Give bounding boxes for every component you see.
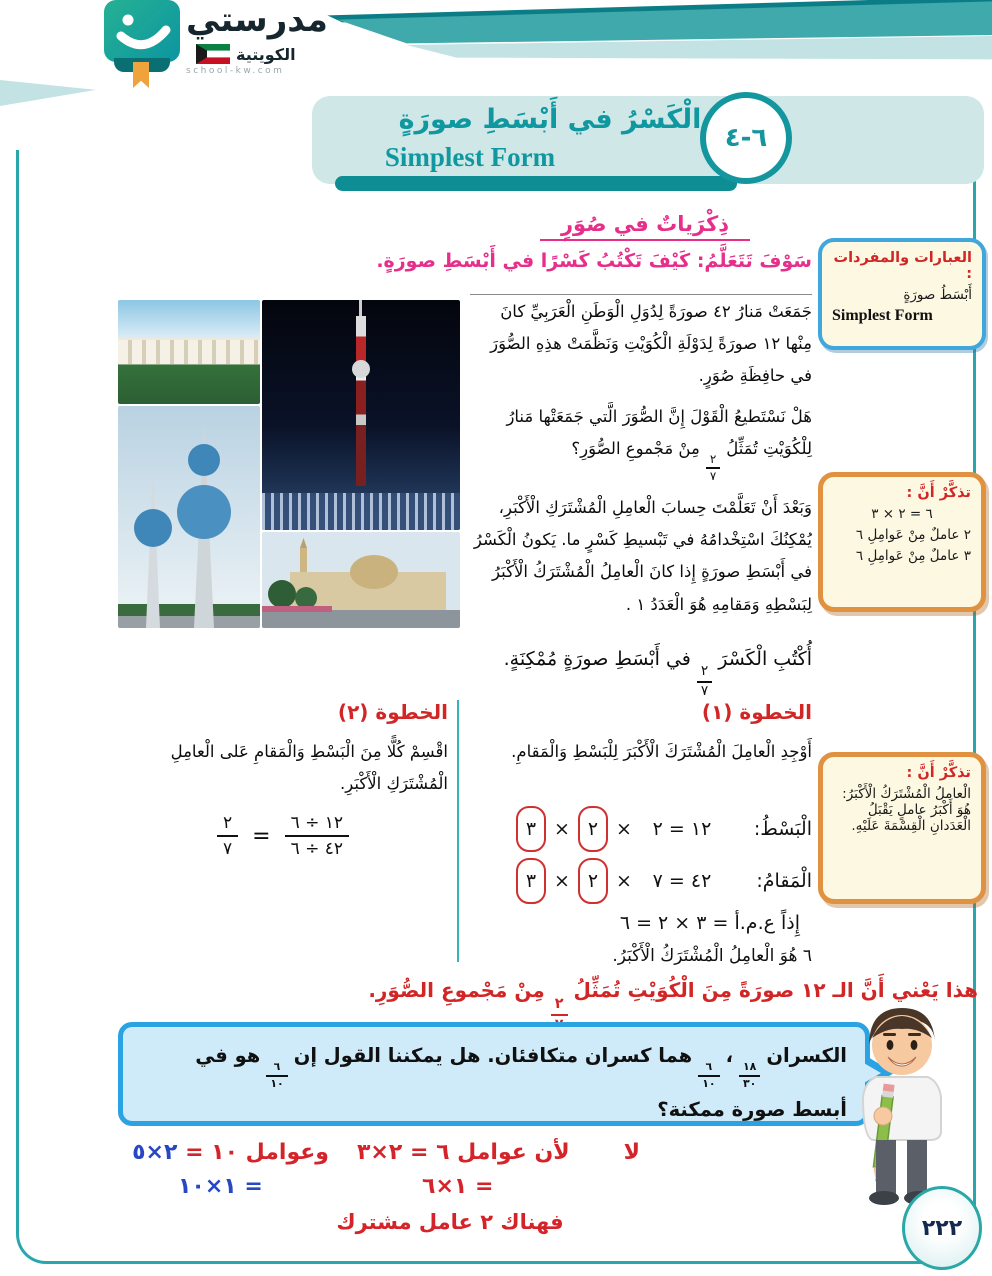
kuwait-photo-collage [116,298,462,632]
story-paragraph-1: جَمَعَتْ مَنارُ ٤٢ صورَةً لِدُوَلِ الْوَطَنِ الْعَرَبِيِّ كانَ مِنْها ١٢ صورَةً لِدَوْلَةِ الْكُوَيْتِ وَنَظَّمَتْ هذِهِ الصُّوَرَ في حافِظَةِ صُوَرٍ. [490,302,812,386]
kuwait-towers-graphic [118,406,260,628]
steps-divider-line [457,700,459,962]
numerator-factorization-row [470,806,812,852]
result-denominator: ٧ [217,835,238,860]
remember-box-factors [818,472,986,612]
story-paragraph-2-end: مِنْ مَجْموعِ الصُّوَرِ؟ [571,438,700,458]
remember-factor-line-2: ٢ عاملٌ مِنْ عَوامِلِ ٦ [855,527,971,543]
bubble-fraction-18-30 [739,1061,760,1090]
city-lights [262,493,460,530]
bubble-text-middle: هما كسران متكافئان. هل يمكننا القول إن [293,1044,693,1067]
task-line [455,648,812,700]
answer-1x6: = ١×٦ [422,1174,494,1199]
remember-equation: ٦ = ٢ × ٣ [871,506,933,522]
denominator-label: الْمَقامُ: [756,870,812,892]
brand-subtitle: الكويتية [236,44,296,64]
result-fraction-2-7 [217,812,238,861]
bubble-fraction-6-10-second [266,1061,287,1090]
step-2-description: اقْسِمْ كُلًّا مِنَ الْبَسْطِ وَالْمَقامِ عَلى الْعامِلِ الْمُشْتَرَكِ الْأَكْبَرِ. [170,742,448,794]
circled-common-factor-3: ٣ [516,858,546,904]
kuwait-flag-icon [196,44,230,64]
speech-bubble [118,1022,870,1126]
times-sign: × [616,818,632,840]
bubble-text-end: هو في أبسط صورة ممكنة؟ [195,1044,847,1121]
step-2-title: الخطوة (٢) [337,700,448,724]
vocabulary-term-arabic: أَبْسَطُ صورَةٍ [903,287,972,303]
circled-common-factor-2: ٢ [578,858,608,904]
circled-common-factor-2: ٢ [578,806,608,852]
answer-line-1 [132,1140,640,1165]
tower-sphere [352,360,370,378]
task-fraction-2-7 [697,664,712,699]
remember-factor-line-3: ٣ عاملٌ مِنْ عَوامِلِ ٦ [855,548,971,564]
equals-sign: = [252,823,271,849]
numerator-equation: ١٢ = ٢ [652,818,712,840]
answer-factors-of-10-label: وعوامل ١٠ = [185,1140,329,1165]
answer-factors-of-6: لأن عوامل ٦ = ٢×٣ [356,1140,570,1165]
division-work-fraction [285,812,349,861]
boy-character-graphic [826,1000,978,1212]
result-numerator: ٢ [222,813,233,833]
building-columns [118,340,260,365]
fraction-numerator: ٦ [273,1060,281,1074]
page-number-badge: ٢٢٢ [902,1186,982,1270]
bubble-comma: ، [725,1044,733,1067]
times-sign: × [554,818,570,840]
photo-kuwait-towers [118,406,260,628]
conclusion-text-start: هذا يَعْني أَنَّ الـ ١٢ صورَةً مِنَ الْكُوَيْتِ تُمَثِّلُ [573,978,978,1002]
story-paragraph-2-text: هَلْ نَسْتَطيعُ الْقَوْلَ إِنَّ الصُّوَرَ الَّتي جَمَعَتْها مَنارُ لِلْكُوَيْتِ تُمَثِّلُ [506,406,812,458]
fraction-numerator: ١٨ [742,1060,757,1074]
work-numerator: ١٢ ÷ ٦ [290,813,344,833]
numerator-label: الْبَسْطُ: [753,818,812,840]
photo-national-assembly [118,300,260,404]
fraction-denominator: ٧ [706,467,720,484]
smiley-icon [104,0,180,62]
denominator-factorization-row [470,858,812,904]
fraction-numerator: ٢ [700,663,709,680]
brand-name: مدرستي [186,0,328,40]
answer-common-factor: فهناك ٢ عامل مشترك [336,1210,564,1234]
lesson-number-badge: ٦-٤ [700,92,792,184]
lesson-title-english: Simplest Form [384,142,556,172]
fraction-denominator: ١٠ [698,1075,719,1091]
task-text-end: في أَبْسَطِ صورَةٍ مُمْكِنَةٍ. [503,648,691,670]
story-paragraph-2 [470,401,812,485]
remember-box-gcf [818,752,986,904]
fraction-numerator: ٢ [709,451,717,466]
answer-1x10: = ١×١٠ [178,1174,263,1199]
memories-heading: ذِكْرَياتٌ في صُوَرٍ [540,212,750,241]
brand-url: school-kw.com [186,66,285,76]
banner-underline-bar [335,176,737,191]
brand-subtitle-row [196,44,296,64]
remember-box-title-2: تذكَّرْ أَنَّ : [906,765,971,781]
intro-divider-line [470,294,812,295]
denominator-equation: ٤٢ = ٧ [652,870,712,892]
circled-common-factor-3: ٣ [516,806,546,852]
remember-box-title: تذكَّرْ أَنَّ : [906,485,971,501]
vocabulary-term-english: Simplest Form [832,307,933,324]
fraction-denominator: ٣٠ [739,1075,760,1091]
lesson-title-arabic: الْكَسْرُ في أَبْسَطِ صورَةٍ [398,104,702,135]
gcf-equation-line: إِذاً ع.م.أ = ٣ × ٢ = ٦ [619,912,800,934]
bubble-fraction-6-10 [698,1061,719,1090]
answer-factors-of-10-value: ٢×٥ [132,1140,178,1165]
photo-mosque [262,532,460,628]
step-1-title: الخطوة (١) [701,700,812,724]
times-sign: × [616,870,632,892]
fraction-denominator: ١٠ [266,1075,287,1091]
boy-character [826,1000,978,1216]
work-denominator: ٤٢ ÷ ٦ [285,835,349,860]
bookmark-ribbon-icon [133,62,149,88]
photo-liberation-tower-night [262,300,460,530]
simplification-equation [128,812,438,861]
fraction-denominator: ٧ [697,681,712,700]
bubble-text-start: الكسران [766,1044,847,1067]
will-learn-line: سَوْفَ تَتَعَلَّمُ: كَيْفَ تَكْتُبُ كَسْرًا في أَبْسَطِ صورَةٍ. [376,250,812,272]
remember-gcf-definition: الْعاملُ الْمُشْتَرَكُ الْأَكْبَرُ: هُوَ أَكْبَرُ عاملٍ يَقْبَلُ الْعَدَدانِ الْقِسْمَةَ عَلَيْهِ. [842,786,971,834]
times-sign: × [554,870,570,892]
left-triangle-decoration [0,80,96,106]
story-text-column [470,296,812,629]
step-1-description: أَوْجِدِ الْعامِلَ الْمُشْتَرَكَ الْأَكْبَرَ لِلْبَسْطِ وَالْمَقامِ. [511,742,812,761]
conclusion-text-end: مِنْ مَجْموعِ الصُّوَرِ. [368,978,545,1002]
vocabulary-box [818,238,986,350]
tower-silhouette [356,316,366,486]
answer-no: لا [623,1140,640,1165]
fraction-numerator: ٦ [705,1060,713,1074]
gcf-note-line: ٦ هُوَ الْعامِلُ الْمُشْتَرَكُ الْأَكْبَرُ. [612,946,812,966]
task-text-start: أُكْتُبِ الْكَسْرَ [718,648,812,670]
story-paragraph-3: وَبَعْدَ أَنْ تَعَلَّمْتَ حِسابَ الْعامِلِ الْمُشْتَرَكِ الْأَكْبَرِ، يُمْكِنُكَ اسْتِخْدامُهُ في تَبْسيطِ كَسْرٍ ما. يَكونُ الْكَسْرُ في أَبْسَطِ صورَةٍ إِذا كانَ الْعامِلُ الْمُشْتَرَكُ الْأَكْبَرُ لِبَسْطِهِ وَمَقامِهِ هُوَ الْعَدَدُ ١ . [473,498,812,614]
fraction-numerator: ٢ [554,996,564,1012]
fraction-2-7 [706,453,720,484]
answer-factors-of-10 [132,1140,329,1165]
school-logo-icon [104,0,180,62]
vocabulary-box-title: العبارات والمفردات : [833,250,972,282]
mosque-graphic [262,532,460,628]
